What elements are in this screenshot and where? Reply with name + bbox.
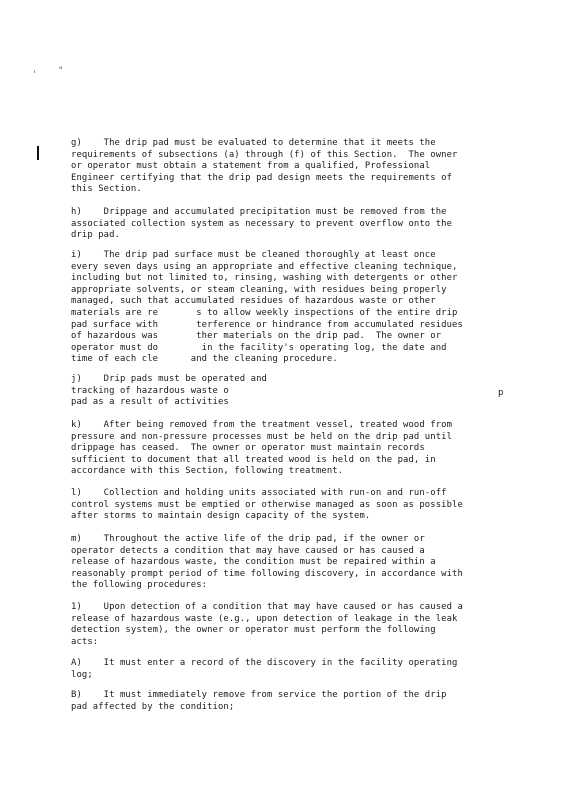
scan-mark: '	[32, 70, 38, 80]
paragraph-m-1: 1) Upon detection of a condition that may have caused or has caused a release of hazardous waste (e.g., upon detection of leakage in the leak detection system), the owner or operator must perform the following acts:	[71, 602, 463, 647]
scan-mark: "	[58, 66, 64, 76]
paragraph-m-1-B: B) It must immediately remove from service the portion of the drip pad affected by the condition;	[71, 690, 447, 712]
revision-bar	[37, 146, 39, 160]
paragraph-l: l) Collection and holding units associated with run-on and run-off control systems must be emptied or otherwise managed as soon as possible after storms to maintain design capacity of the system.	[71, 488, 463, 522]
paragraph-j: j) Drip pads must be operated and tracking of hazardous waste o pad as a result of activities	[71, 374, 267, 408]
paragraph-i: i) The drip pad surface must be cleaned thoroughly at least once every seven days using an appropriate and effective cleaning technique, including but not limited to, rinsing, washing with detergents or other appropriate solvents, or steam cleaning, with residues being properly managed, such that accumulated residues of hazardous waste or other materials are re s to allow weekly inspections of the entire drip pad surface with terference or hindrance from accumulated residues of hazardous was ther materials on the drip pad. The owner or operator must do in the facility's operating log, the date and time of each cle and the cleaning procedure.	[71, 250, 463, 365]
paragraph-g: g) The drip pad must be evaluated to determine that it meets the requirements of subsections (a) through (f) of this Section. The owner or operator must obtain a statement from a qualified, Professional Engineer certifying that the drip pad design meets the requirements of this Section.	[71, 138, 458, 195]
paragraph-m: m) Throughout the active life of the drip pad, if the owner or operator detects a condition that may have caused or has caused a release of hazardous waste, the condition must be repaired within a reasonably prompt period of time following discovery, in accordance with the following procedures:	[71, 534, 463, 591]
paragraph-m-1-A: A) It must enter a record of the discovery in the facility operating log;	[71, 658, 458, 680]
paragraph-k: k) After being removed from the treatment vessel, treated wood from pressure and non-pressure processes must be held on the drip pad until drippage has ceased. The owner or operator must maintain records sufficient to document that all treated wood is held on the pad, in accordance with this Section, following treatment.	[71, 420, 453, 477]
paragraph-h: h) Drippage and accumulated precipitation must be removed from the associated collection system as necessary to prevent overflow onto the drip pad.	[71, 207, 453, 241]
stray-glyph: p	[498, 388, 504, 398]
